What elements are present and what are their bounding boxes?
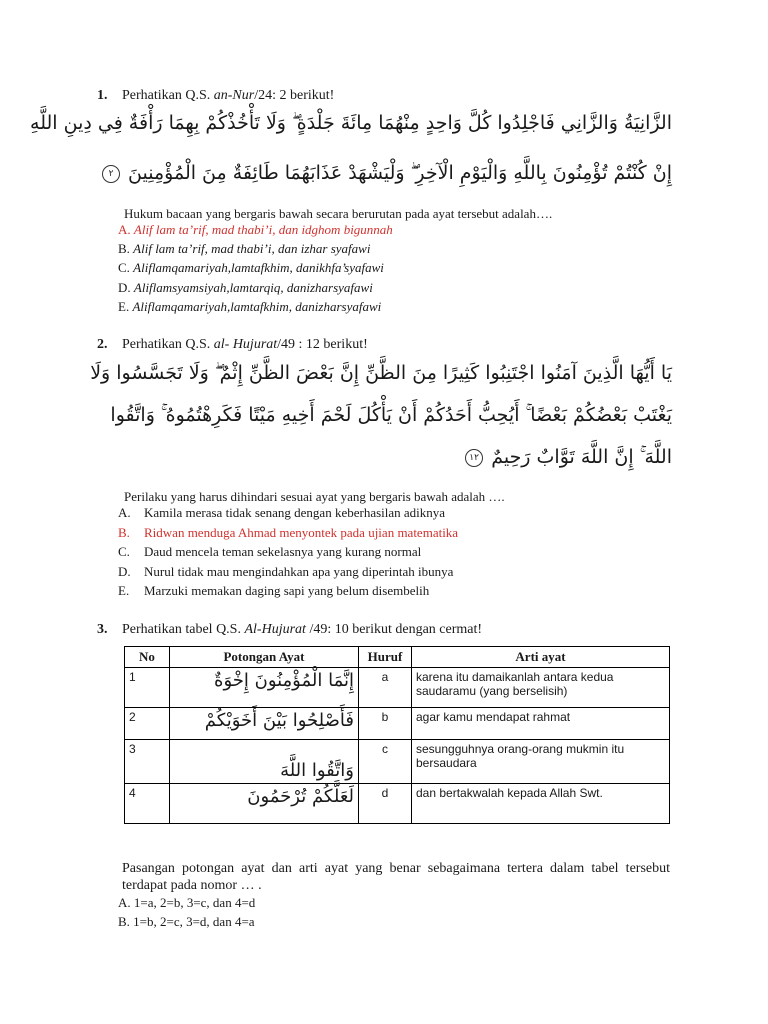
table-row: [125, 740, 670, 784]
header-arti-ayat: Arti ayat: [412, 647, 670, 668]
cell-ayat: وَاتَّقُوا اللَّهَ: [170, 740, 359, 784]
q3-option-a[interactable]: A. 1=a, 2=b, 3=c, dan 4=d: [118, 895, 256, 910]
header-huruf: Huruf: [359, 647, 412, 668]
q2-option-d[interactable]: D. Nurul tidak mau mengindahkan apa yang diperintah ibunya: [118, 564, 454, 579]
q1-ayah-number-icon: ٢: [102, 165, 120, 183]
cell-huruf: b: [359, 708, 412, 740]
q3-surah: Al-Hujurat: [244, 622, 306, 637]
cell-huruf: c: [359, 740, 412, 784]
cell-no: 2: [125, 708, 170, 740]
q1-number: 1.: [97, 88, 108, 103]
cell-arti: dan bertakwalah kepada Allah Swt.: [412, 784, 670, 824]
q1-question: Hukum bacaan yang bergaris bawah secara berurutan pada ayat tersebut adalah….: [124, 206, 553, 221]
q1-option-b[interactable]: B. Alif lam ta’rif, mad thabi’i, dan izhar syafawi: [118, 241, 371, 256]
q1-option-a[interactable]: A. Alif lam ta’rif, mad thabi’i, dan idghom bigunnah: [118, 222, 393, 237]
q3-question: Pasangan potongan ayat dan arti ayat yang benar sebagaimana tertera dalam tabel tersebut terdapat pada nomor … .: [122, 861, 670, 893]
q3-prompt: Perhatikan tabel Q.S. Al-Hujurat /49: 10 berikut dengan cermat!: [122, 622, 483, 637]
q1-surah: an-Nur: [213, 88, 255, 103]
cell-no: 1: [125, 668, 170, 708]
q2-option-a[interactable]: A. Kamila merasa tidak senang dengan keberhasilan adiknya: [118, 505, 446, 520]
cell-ayat: لَعَلَّكُمْ تُرْحَمُونَ: [170, 784, 359, 824]
q1-option-c[interactable]: C. Aliflamqamariyah,lamtafkhim, danikhfa’syafawi: [118, 260, 384, 275]
q3-option-b[interactable]: B. 1=b, 2=c, 3=d, dan 4=a: [118, 914, 255, 929]
header-potongan-ayat: Potongan Ayat: [170, 647, 359, 668]
q2-arabic-line-3: اللَّهَ ۚ إِنَّ اللَّهَ تَوَّابٌ رَحِيمٌ ١٢: [112, 446, 672, 468]
cell-arti: agar kamu mendapat rahmat: [412, 708, 670, 740]
q2-option-b[interactable]: B. Ridwan menduga Ahmad menyontek pada ujian matematika: [118, 525, 459, 540]
cell-arti: sesungguhnya orang-orang mukmin itu bersaudara: [412, 740, 670, 784]
q2-surah: al- Hujurat: [213, 337, 278, 352]
q2-prompt: Perhatikan Q.S. al- Hujurat/49 : 12 berikut!: [122, 337, 368, 352]
q1-prompt-prefix: Perhatikan Q.S.: [122, 88, 214, 103]
q1-option-e[interactable]: E. Aliflamqamariyah,lamtafkhim, danizharsyafawi: [118, 299, 382, 314]
q2-option-c[interactable]: C. Daud mencela teman sekelasnya yang kurang normal: [118, 544, 422, 559]
q3-number: 3.: [97, 622, 108, 637]
q1-arabic-line-2-text: إِنْ كُنْتُمْ تُؤْمِنُونَ بِاللَّهِ وَالْيَوْمِ الْآخِرِ ۖ وَلْيَشْهَدْ عَذَابَهُمَا طَائِفَةٌ مِنَ الْمُؤْمِنِينَ: [128, 162, 672, 184]
q1-prompt: [122, 88, 334, 104]
q2-question: Perilaku yang harus dihindari sesuai ayat yang bergaris bawah adalah ….: [124, 489, 505, 504]
q3-table: [124, 646, 670, 824]
header-no: No: [125, 647, 170, 668]
q2-ayah-number-icon: ١٢: [465, 449, 483, 467]
cell-no: 3: [125, 740, 170, 784]
q2-arabic-line-1: يَا أَيُّهَا الَّذِينَ آمَنُوا اجْتَنِبُوا كَثِيرًا مِنَ الظَّنِّ إِنَّ بَعْضَ الظَّنِّ إِثْمٌ ۖ وَلَا تَجَسَّسُوا وَلَا: [90, 362, 672, 384]
q2-arabic-line-2: يَغْتَبْ بَعْضُكُمْ بَعْضًا ۚ أَيُحِبُّ أَحَدُكُمْ أَنْ يَأْكُلَ لَحْمَ أَخِيهِ مَيْتًا فَكَرِهْتُمُوهُ ۚ وَاتَّقُوا: [110, 404, 672, 426]
table-header-row: [125, 647, 670, 668]
q1-prompt-suffix: /24: 2 berikut!: [254, 88, 335, 103]
table-row: [125, 708, 670, 740]
cell-huruf: d: [359, 784, 412, 824]
cell-huruf: a: [359, 668, 412, 708]
cell-arti: karena itu damaikanlah antara kedua saudaramu (yang berselisih): [412, 668, 670, 708]
q2-option-e[interactable]: E. Marzuki memakan daging sapi yang belum disembelih: [118, 583, 430, 598]
cell-ayat: إِنَّمَا الْمُؤْمِنُونَ إِخْوَةٌ: [170, 668, 359, 708]
cell-ayat: فَأَصْلِحُوا بَيْنَ أَخَوَيْكُمْ: [170, 708, 359, 740]
q1-arabic-line-2: [108, 162, 672, 184]
table-row: [125, 784, 670, 824]
q2-number: 2.: [97, 337, 108, 352]
q1-option-d[interactable]: D. Aliflamsyamsiyah,lamtarqiq, danizharsyafawi: [118, 280, 373, 295]
q1-arabic-line-1: الزَّانِيَةُ وَالزَّانِي فَاجْلِدُوا كُلَّ وَاحِدٍ مِنْهُمَا مِائَةَ جَلْدَةٍ ۖ وَلَا تَأْخُذْكُمْ بِهِمَا رَأْفَةٌ فِي دِينِ اللَّهِ: [30, 112, 672, 134]
cell-no: 4: [125, 784, 170, 824]
table-row: [125, 668, 670, 708]
